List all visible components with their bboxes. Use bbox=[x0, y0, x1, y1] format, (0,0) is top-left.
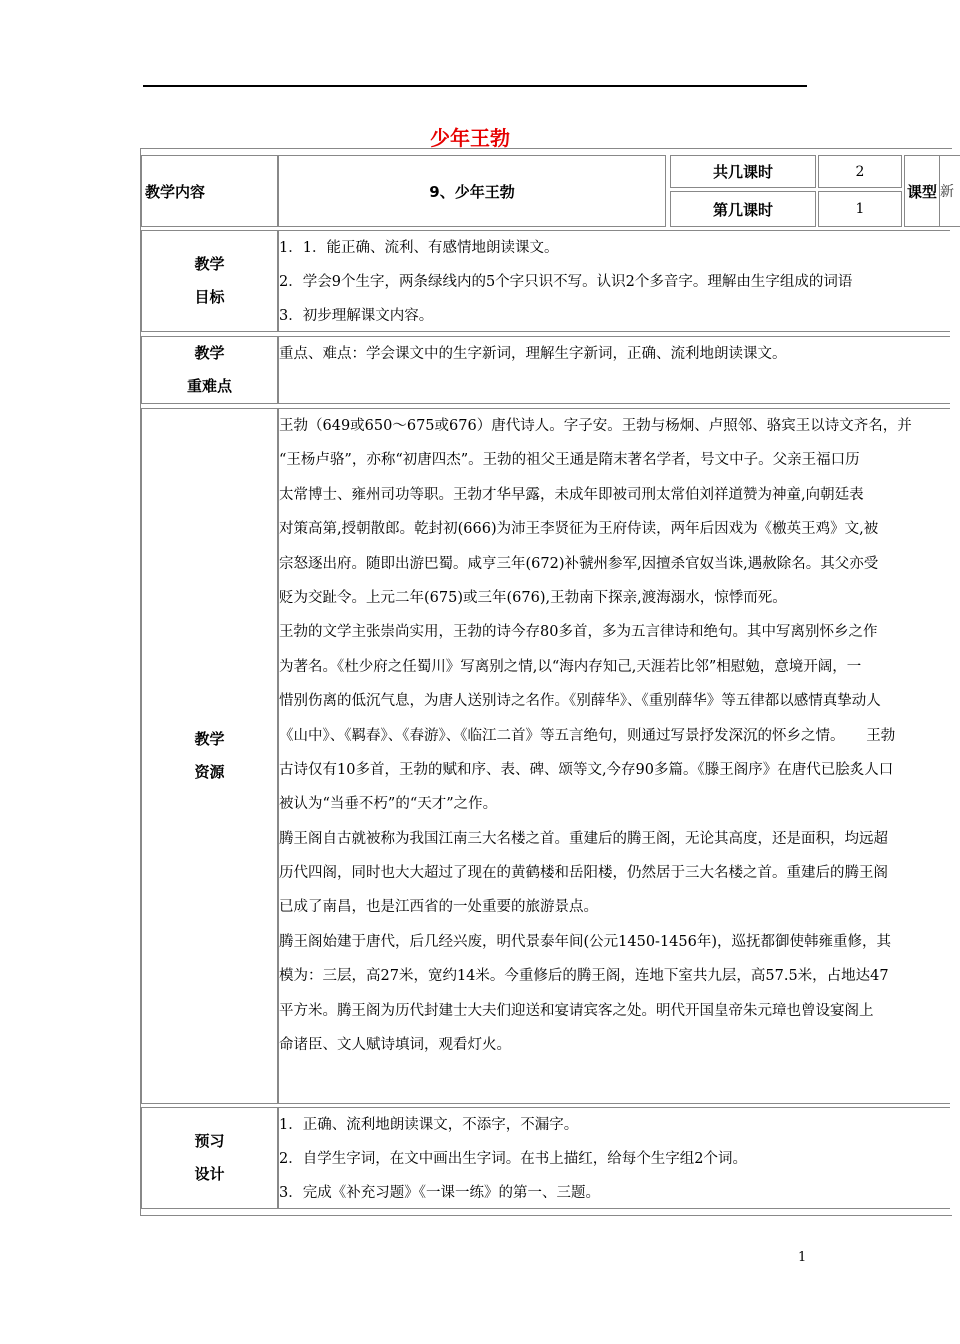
keypoints-text: 重点、难点：学会课文中的生字新词，理解生字新词，正确、流利地朗读课文。 bbox=[279, 346, 787, 362]
goals-line-3: 3．初步理解课文内容。 bbox=[279, 308, 434, 324]
goals-label bbox=[141, 230, 278, 332]
type-value: 新 bbox=[940, 155, 960, 227]
preview-line-1: 1．正确、流利地朗读课文，不添字，不漏字。 bbox=[279, 1117, 579, 1133]
resources-line: “王杨卢骆”，亦称“初唐四杰”。王勃的祖父王通是隋末著名学者，号文中子。父亲王福口历 bbox=[279, 452, 860, 469]
resources-line: 古诗仅有10多首，王勃的赋和序、表、碑、颂等文,今存90多篇。《滕王阁序》在唐代已脍炙人口 bbox=[279, 761, 894, 778]
resources-line: 王勃的文学主张崇尚实用，王勃的诗今存80多首，多为五言律诗和绝句。其中写离别怀乡之作 bbox=[279, 624, 878, 641]
preview-line-3: 3．完成《补充习题》《一课一练》的第一、三题。 bbox=[279, 1185, 600, 1201]
goals-label-2: 目标 bbox=[194, 288, 225, 306]
top-rule bbox=[143, 85, 807, 87]
resources-line: 腾王阁始建于唐代，后几经兴废，明代景泰年间(公元1450-1456年)，巡抚都御使韩雍重修，其 bbox=[279, 933, 892, 950]
preview-line-2: 2．自学生字词，在文中画出生字词。在书上描红，给每个生字组2个词。 bbox=[279, 1151, 747, 1167]
page-number: 1 bbox=[798, 1250, 807, 1265]
content-label: 教学内容 bbox=[141, 155, 278, 227]
resources-line: 太常博士、雍州司功等职。王勃才华早露，未成年即被司刑太常伯刘祥道赞为神童,向朝廷表 bbox=[279, 486, 864, 503]
current-hour-label: 第几课时 bbox=[670, 191, 816, 227]
preview-label-1: 预习 bbox=[194, 1132, 225, 1150]
resources-line: 腾王阁自古就被称为我国江南三大名楼之首。重建后的腾王阁，无论其高度，还是面积，均远超 bbox=[279, 830, 888, 847]
goals-line-2: 2．学会9个生字，两条绿线内的5个字只识不写。认识2个多音字。理解由生字组成的词语 bbox=[279, 274, 853, 290]
resources-label-2: 资源 bbox=[194, 763, 225, 781]
goals-label-1: 教学 bbox=[194, 255, 225, 273]
keypoints-label-1: 教学 bbox=[194, 344, 225, 362]
resources-line: 历代四阁，同时也大大超过了现在的黄鹤楼和岳阳楼，仍然居于三大名楼之首。重建后的腾王阁 bbox=[279, 865, 888, 882]
goals-line-1: 1．1．能正确、流利、有感情地朗读课文。 bbox=[279, 240, 559, 256]
preview-label bbox=[141, 1107, 278, 1209]
resources-label-1: 教学 bbox=[194, 730, 225, 748]
type-label: 课型 bbox=[904, 155, 940, 227]
keypoints-label bbox=[141, 336, 278, 404]
resources-line: 已成了南昌，也是江西省的一处重要的旅游景点。 bbox=[279, 899, 598, 916]
resources-line: 平方米。腾王阁为历代封建士大夫们迎送和宴请宾客之处。明代开国皇帝朱元璋也曾设宴阁上 bbox=[279, 1002, 874, 1019]
resources-line: 命诸臣、文人赋诗填词，观看灯火。 bbox=[279, 1037, 511, 1054]
resources-line: 《山中》、《羁春》、《春游》、《临江二首》等五言绝句，则通过写景抒发深沉的怀乡之情。 王勃 bbox=[279, 727, 896, 744]
resources-line: 惜别伤离的低沉气息，为唐人送别诗之名作。《别薛华》、《重别薛华》等五律都以感情真挚动人 bbox=[279, 693, 881, 710]
resources-line: 模为：三层，高27米，宽约14米。今重修后的腾王阁，连地下室共九层，高57.5米，占地达47 bbox=[279, 968, 889, 985]
total-hours-label: 共几课时 bbox=[670, 155, 816, 188]
current-hour-value: 1 bbox=[818, 191, 902, 227]
resources-line: 对策高第,授朝散郎。乾封初(666)为沛王李贤征为王府侍读，两年后因戏为《檄英王鸡》文,被 bbox=[279, 521, 879, 538]
goals-content bbox=[278, 230, 950, 332]
resources-line: 贬为交趾令。上元二年(675)或三年(676),王勃南下探亲,渡海溺水，惊悸而死。 bbox=[279, 589, 787, 606]
resources-content bbox=[278, 408, 950, 1104]
document-title: 少年王勃 bbox=[430, 126, 510, 150]
resources-line: 被认为“当垂不朽”的“天才”之作。 bbox=[279, 796, 498, 813]
keypoints-label-2: 重难点 bbox=[186, 377, 232, 395]
resources-line: 王勃（649或650～675或676）唐代诗人。字子安。王勃与杨炯、卢照邻、骆宾王以诗文齐名，并 bbox=[279, 418, 912, 434]
resources-label bbox=[141, 408, 278, 1104]
lesson-title: 9、少年王勃 bbox=[278, 155, 666, 227]
resources-line: 宗怒逐出府。随即出游巴蜀。咸亨三年(672)补虢州参军,因擅杀官奴当诛,遇赦除名。其父亦受 bbox=[279, 555, 879, 572]
preview-content bbox=[278, 1107, 950, 1209]
resources-line: 为著名。《杜少府之任蜀川》写离别之情,以“海内存知己,天涯若比邻”相慰勉，意境开阔，一 bbox=[279, 658, 862, 675]
total-hours-value: 2 bbox=[818, 155, 902, 188]
preview-label-2: 设计 bbox=[194, 1165, 225, 1183]
keypoints-content bbox=[278, 336, 950, 404]
